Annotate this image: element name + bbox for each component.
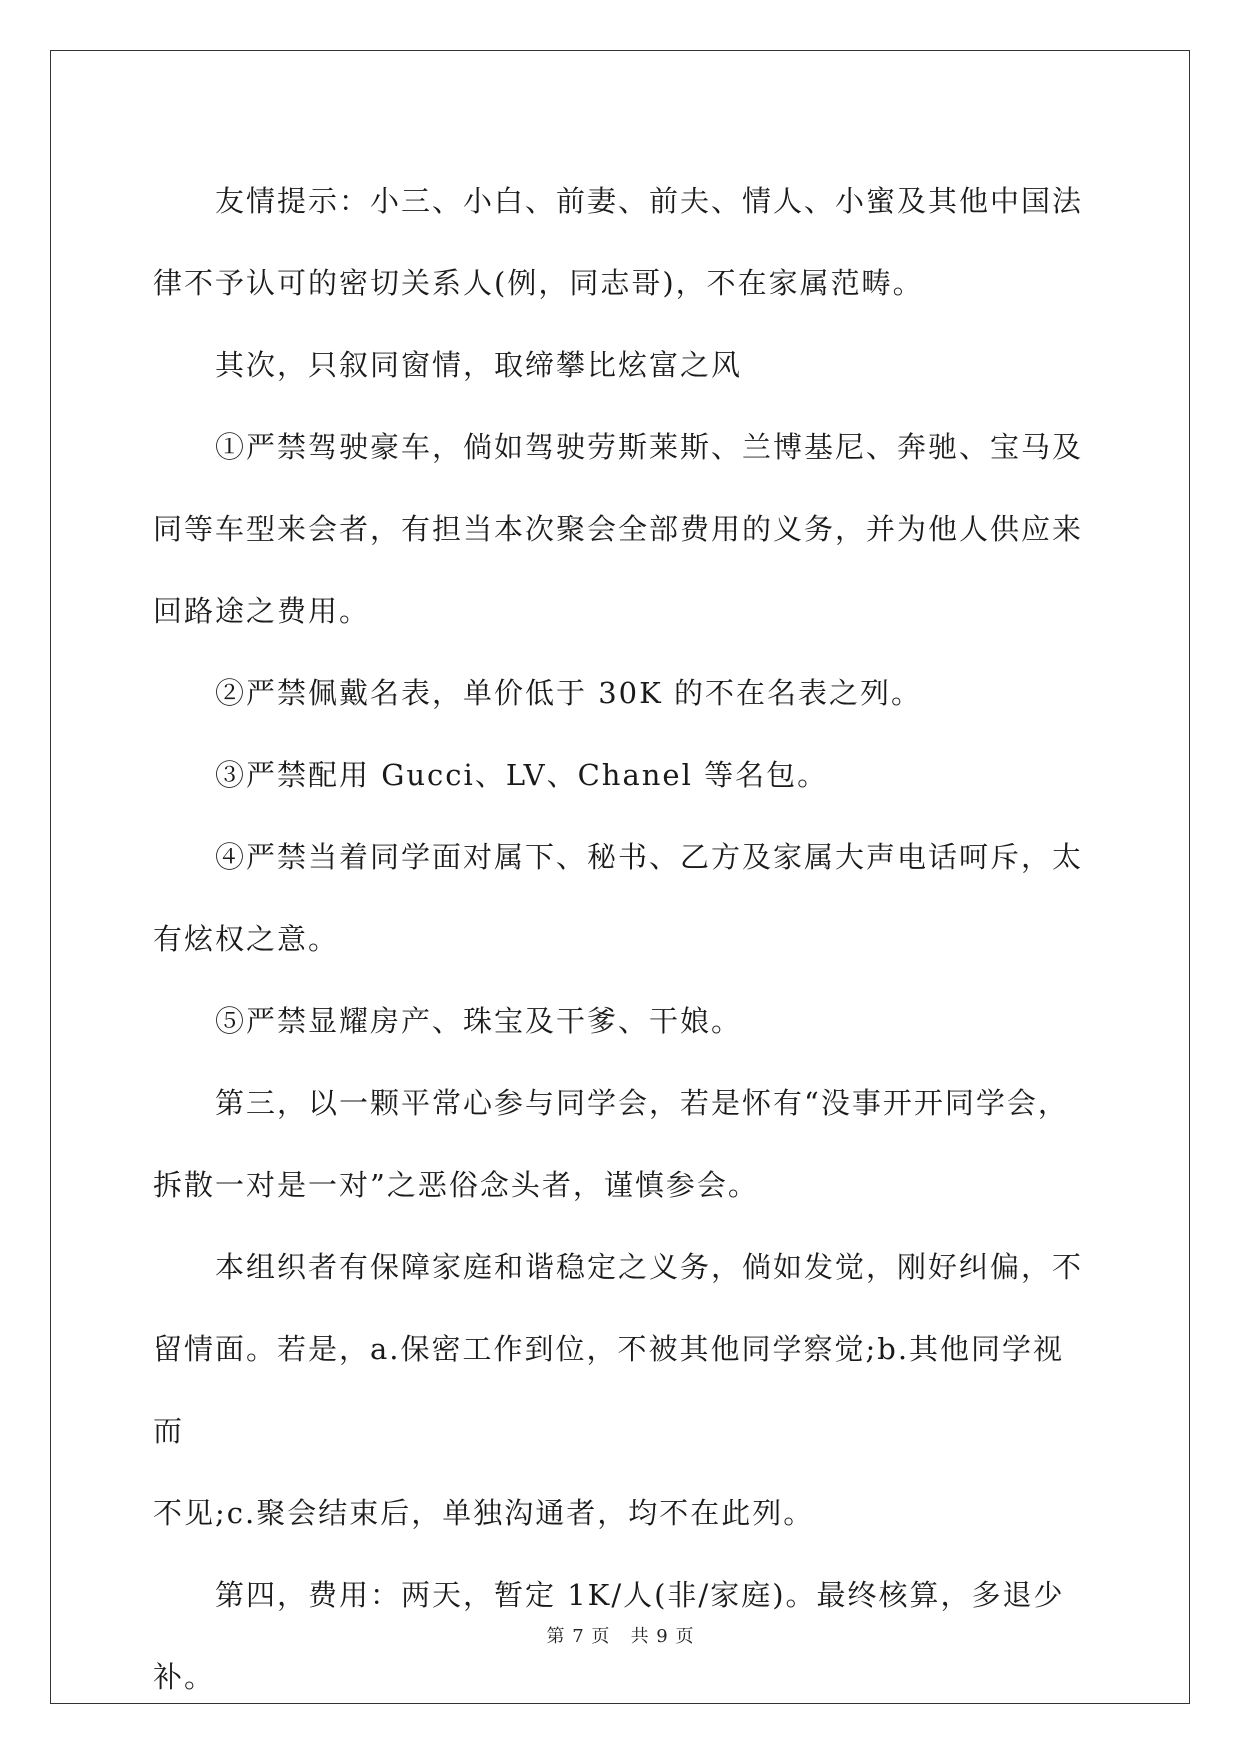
page-number: 第 7 页	[546, 1626, 611, 1647]
text-line: 回路途之费用。	[153, 594, 371, 628]
paragraph	[153, 1062, 1088, 1226]
text-line: 留情面。若是，a.保密工作到位，不被其他同学察觉;b.其他同学视而	[153, 1332, 1065, 1448]
paragraph	[153, 406, 1088, 652]
page-footer	[0, 1622, 1241, 1648]
paragraph	[153, 980, 1088, 1062]
paragraph	[153, 1226, 1088, 1554]
text-line: ①严禁驾驶豪车，倘如驾驶劳斯莱斯、兰博基尼、奔驰、宝马及	[215, 430, 1084, 464]
page-total: 共 9 页	[630, 1626, 695, 1647]
text-line: 律不予认可的密切关系人(例，同志哥)，不在家属范畴。	[153, 266, 924, 300]
text-line: 其次，只叙同窗情，取缔攀比炫富之风	[215, 348, 743, 382]
paragraph	[153, 816, 1088, 980]
text-line: 第四，费用：两天，暂定 1K/人(非/家庭)。最终核算，多退少补。	[153, 1578, 1065, 1694]
paragraph	[153, 734, 1088, 816]
text-line: 拆散一对是一对”之恶俗念头者，谨慎参会。	[153, 1168, 759, 1202]
text-line: 不见;c.聚会结束后，单独沟通者，均不在此列。	[153, 1496, 815, 1530]
paragraph	[153, 652, 1088, 734]
text-line: ③严禁配用 Gucci、LV、Chanel 等名包。	[215, 758, 829, 792]
text-line: 有炫权之意。	[153, 922, 340, 956]
document-body	[153, 160, 1088, 1718]
text-line: 本组织者有保障家庭和谐稳定之义务，倘如发觉，刚好纠偏，不	[215, 1250, 1084, 1284]
text-line: 第三，以一颗平常心参与同学会，若是怀有“没事开开同学会，	[215, 1086, 1069, 1120]
text-line: 友情提示：小三、小白、前妻、前夫、情人、小蜜及其他中国法	[215, 184, 1084, 218]
text-line: ⑤严禁显耀房产、珠宝及干爹、干娘。	[215, 1004, 743, 1038]
paragraph	[153, 160, 1088, 324]
text-line: ④严禁当着同学面对属下、秘书、乙方及家属大声电话呵斥，太	[215, 840, 1084, 874]
text-line: ②严禁佩戴名表，单价低于 30K 的不在名表之列。	[215, 676, 923, 710]
text-line: 同等车型来会者，有担当本次聚会全部费用的义务，并为他人供应来	[153, 512, 1084, 546]
paragraph	[153, 324, 1088, 406]
